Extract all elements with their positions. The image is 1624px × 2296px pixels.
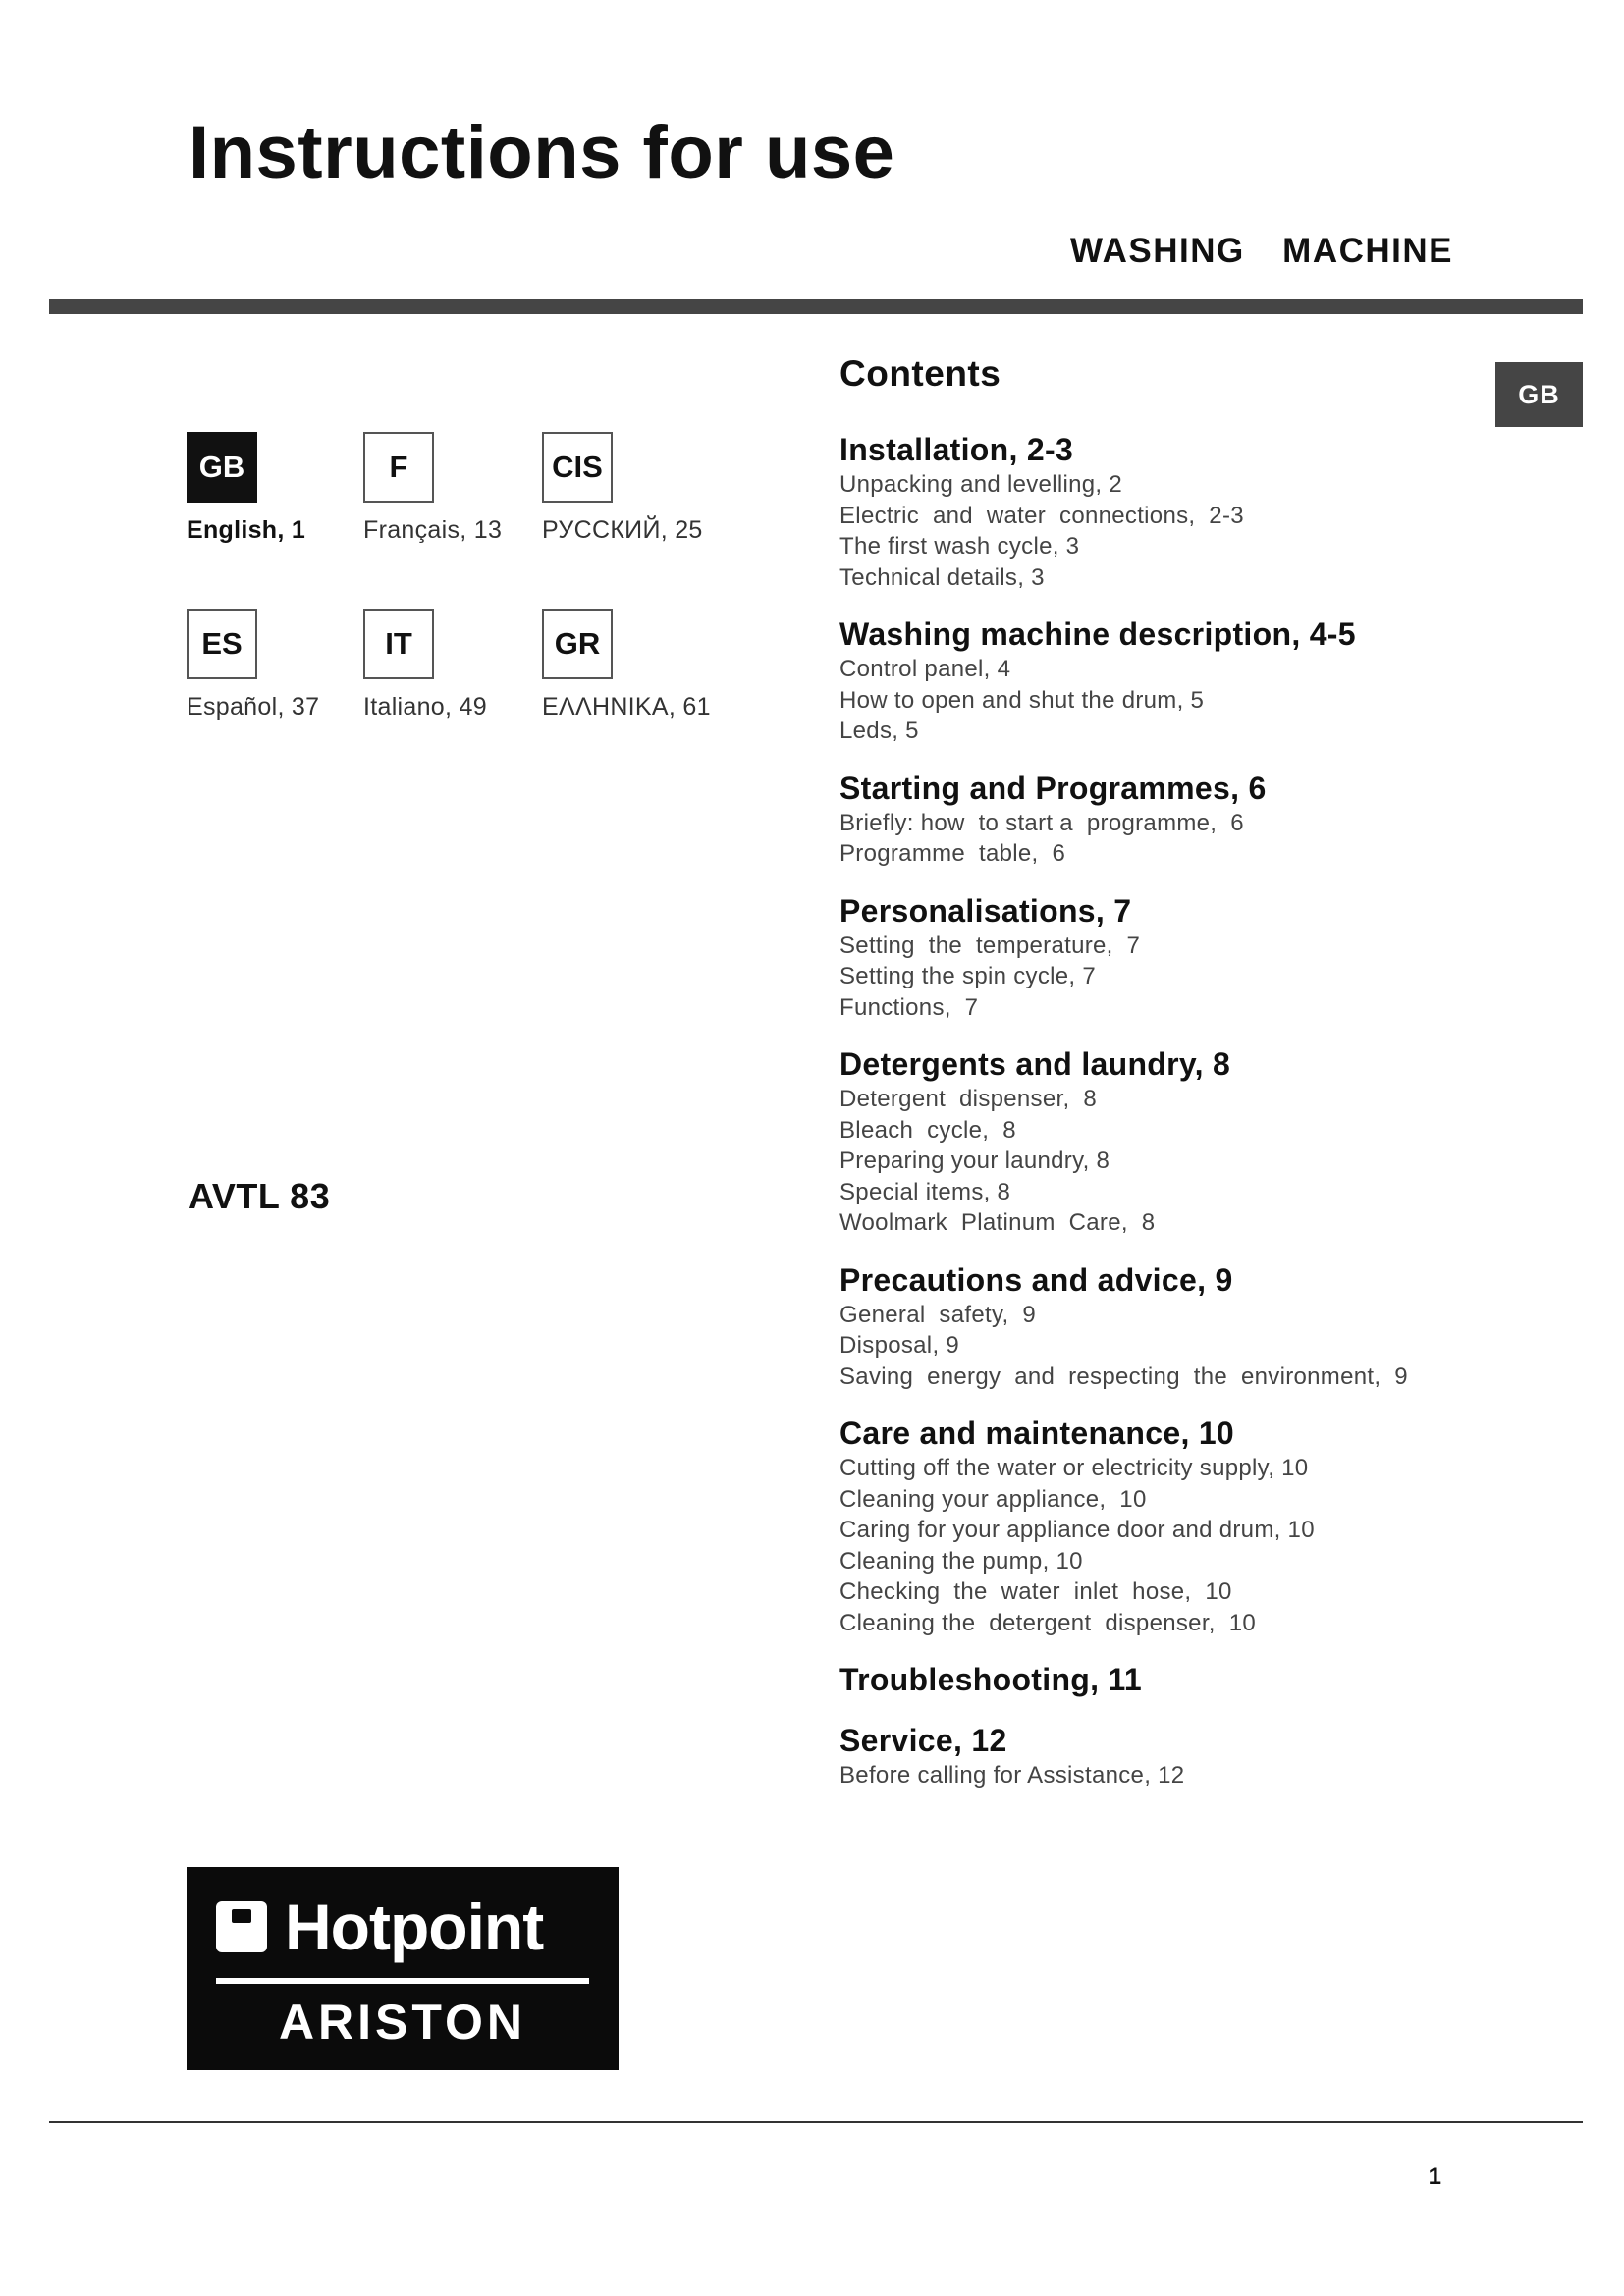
section-entry[interactable]: Cleaning the detergent dispenser, 10 <box>839 1609 1256 1636</box>
section-entry[interactable]: Electric and water connections, 2-3 <box>839 502 1244 529</box>
contents-section <box>839 1260 1507 1393</box>
logo-sub-text: ARISTON <box>278 1995 527 2050</box>
language-es[interactable] <box>187 609 383 721</box>
logo-mark-icon <box>216 1901 267 1952</box>
product-type-heading: WASHING MACHINE <box>1070 232 1453 270</box>
logo-top-row <box>216 1891 544 1963</box>
language-label: РУССКИЙ, 25 <box>542 516 703 544</box>
language-code-box: F <box>363 432 434 503</box>
section-entry[interactable]: The first wash cycle, 3 <box>839 533 1080 560</box>
section-title[interactable]: Troubleshooting, 11 <box>839 1662 1142 1697</box>
contents-section <box>839 1660 1507 1699</box>
page-title: Instructions for use <box>189 111 895 194</box>
contents-section <box>839 769 1507 870</box>
section-title[interactable]: Personalisations, 7 <box>839 892 1132 929</box>
language-gb[interactable] <box>187 432 383 545</box>
language-label: ΕΛΛΗΝΙΚΑ, 61 <box>542 693 711 721</box>
section-entry[interactable]: Technical details, 3 <box>839 563 1045 591</box>
section-entry[interactable]: Bleach cycle, 8 <box>839 1116 1016 1144</box>
section-entry[interactable]: Disposal, 9 <box>839 1332 960 1359</box>
section-entry[interactable]: How to open and shut the drum, 5 <box>839 686 1205 714</box>
language-code-box: GR <box>542 609 613 679</box>
section-entry[interactable]: Saving energy and respecting the environment, 9 <box>839 1362 1408 1390</box>
language-code-box: GB <box>187 432 257 503</box>
section-entry[interactable]: Briefly: how to start a programme, 6 <box>839 809 1244 836</box>
model-number: AVTL 83 <box>189 1176 331 1216</box>
section-entry[interactable]: Cleaning the pump, 10 <box>839 1547 1083 1575</box>
section-entry[interactable]: Programme table, 6 <box>839 840 1066 867</box>
section-entry[interactable]: Cleaning your appliance, 10 <box>839 1485 1147 1513</box>
section-title[interactable]: Installation, 2-3 <box>839 432 1074 467</box>
section-entry[interactable]: Caring for your appliance door and drum, 10 <box>839 1517 1315 1543</box>
contents-section <box>839 1044 1507 1239</box>
language-label: Français, 13 <box>363 516 503 544</box>
section-entry[interactable]: Detergent dispenser, 8 <box>839 1086 1098 1112</box>
section-entry[interactable]: Cutting off the water or electricity supply, 10 <box>839 1455 1309 1481</box>
section-entry[interactable]: Unpacking and levelling, 2 <box>839 471 1122 498</box>
language-it[interactable] <box>363 609 560 721</box>
section-entry[interactable]: Control panel, 4 <box>839 656 1011 682</box>
contents-section <box>839 430 1507 593</box>
section-entry[interactable]: Checking the water inlet hose, 10 <box>839 1578 1232 1605</box>
section-entry[interactable]: Setting the spin cycle, 7 <box>839 963 1096 989</box>
section-title[interactable]: Washing machine description, 4-5 <box>839 616 1356 652</box>
language-label: Español, 37 <box>187 693 320 721</box>
language-code-box: CIS <box>542 432 613 503</box>
language-f[interactable] <box>363 432 560 545</box>
section-entry[interactable]: Woolmark Platinum Care, 8 <box>839 1209 1156 1236</box>
contents-section <box>839 1721 1507 1791</box>
table-of-contents <box>839 353 1507 1813</box>
section-entry[interactable]: Setting the temperature, 7 <box>839 932 1141 959</box>
section-title[interactable]: Service, 12 <box>839 1723 1007 1758</box>
contents-section <box>839 614 1507 747</box>
language-label: Italiano, 49 <box>363 693 487 721</box>
section-title[interactable]: Precautions and advice, 9 <box>839 1261 1233 1298</box>
section-entry[interactable]: Special items, 8 <box>839 1178 1011 1205</box>
bottom-divider <box>49 2121 1583 2123</box>
logo-brand-text: Hotpoint <box>285 1891 544 1963</box>
contents-sections <box>839 430 1507 1791</box>
section-title[interactable]: Starting and Programmes, 6 <box>839 770 1267 806</box>
contents-heading: Contents <box>839 353 1001 394</box>
language-cis[interactable] <box>542 432 738 545</box>
section-entry[interactable]: Before calling for Assistance, 12 <box>839 1762 1185 1789</box>
section-title[interactable]: Care and maintenance, 10 <box>839 1415 1235 1451</box>
language-code-box: IT <box>363 609 434 679</box>
section-entry[interactable]: Preparing your laundry, 8 <box>839 1148 1110 1174</box>
section-entry[interactable]: Functions, 7 <box>839 993 979 1021</box>
logo-divider <box>216 1978 589 1984</box>
page-number: 1 <box>1428 2163 1441 2190</box>
language-side-tab[interactable]: GB <box>1495 362 1583 427</box>
language-gr[interactable] <box>542 609 738 721</box>
section-title[interactable]: Detergents and laundry, 8 <box>839 1046 1231 1082</box>
contents-section <box>839 1414 1507 1638</box>
section-entry[interactable]: Leds, 5 <box>839 718 919 744</box>
top-divider <box>49 299 1583 314</box>
hotpoint-ariston-logo <box>187 1867 619 2070</box>
contents-section <box>839 891 1507 1024</box>
language-label: English, 1 <box>187 516 306 544</box>
language-code-box: ES <box>187 609 257 679</box>
section-entry[interactable]: General safety, 9 <box>839 1301 1037 1328</box>
